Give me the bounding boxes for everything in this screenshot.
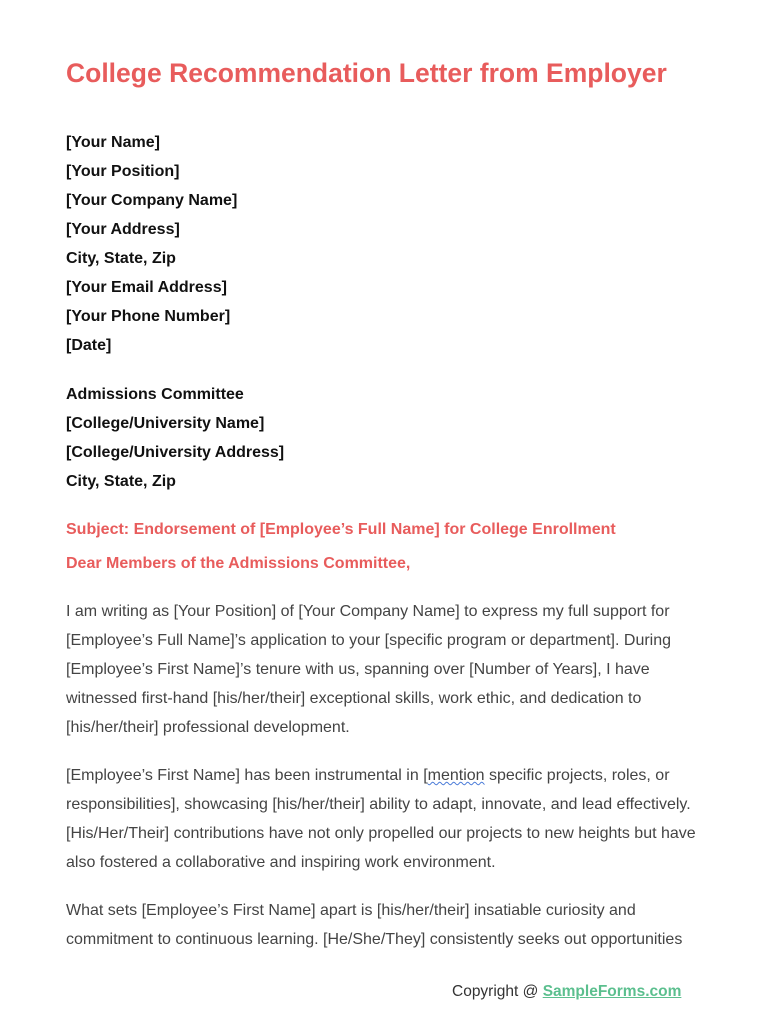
sender-name: [Your Name] bbox=[66, 134, 160, 151]
paragraph-2-text-start: [Employee’s First Name] has been instrumental in [ bbox=[66, 767, 428, 784]
recipient-college: [College/University Name] bbox=[66, 415, 265, 432]
body-paragraph-2 bbox=[66, 761, 706, 877]
recipient-address-block bbox=[66, 380, 284, 496]
recipient-address: [College/University Address] bbox=[66, 444, 285, 461]
letter-body bbox=[66, 597, 706, 973]
copyright-footer bbox=[452, 983, 681, 1001]
subject-line: Subject: Endorsement of [Employee’s Full Name] for College Enrollment bbox=[66, 521, 616, 538]
sampleforms-link[interactable]: SampleForms.com bbox=[542, 983, 682, 1000]
document-title: College Recommendation Letter from Employer bbox=[66, 58, 667, 88]
spellcheck-word: mention bbox=[427, 767, 485, 784]
recipient-city: City, State, Zip bbox=[66, 473, 176, 490]
paragraph-2-text-end: specific projects, roles, or responsibilities], showcasing [his/her/their] ability to adapt, innovate, and lead effectively. [His/Her/Their] contributions have not only propelled our projects to new heights but have also fostered a collaborative and inspiring work environment. bbox=[66, 767, 696, 871]
sender-position: [Your Position] bbox=[66, 163, 180, 180]
letter-date: [Date] bbox=[66, 337, 112, 354]
sender-phone: [Your Phone Number] bbox=[66, 308, 231, 325]
recipient-name: Admissions Committee bbox=[66, 386, 244, 403]
sender-address-block bbox=[66, 128, 237, 360]
sender-email: [Your Email Address] bbox=[66, 279, 227, 296]
sender-address: [Your Address] bbox=[66, 221, 180, 238]
sender-company: [Your Company Name] bbox=[66, 192, 238, 209]
salutation: Dear Members of the Admissions Committee, bbox=[66, 555, 411, 572]
body-paragraph-3: What sets [Employee’s First Name] apart is [his/her/their] insatiable curiosity and commitment to continuous learning. [He/She/They] consistently seeks out opportunities bbox=[66, 902, 683, 948]
sender-city: City, State, Zip bbox=[66, 250, 176, 267]
body-paragraph-1: I am writing as [Your Position] of [Your Company Name] to express my full support for [Employee’s Full Name]’s application to your [specific program or department]. During [Employee’s First Name]’s tenure with us, spanning over [Number of Years], I have witnessed first-hand [his/her/their] exceptional skills, work ethic, and dedication to [his/her/their] professional development. bbox=[66, 603, 672, 736]
copyright-text: Copyright @ bbox=[452, 983, 543, 1000]
